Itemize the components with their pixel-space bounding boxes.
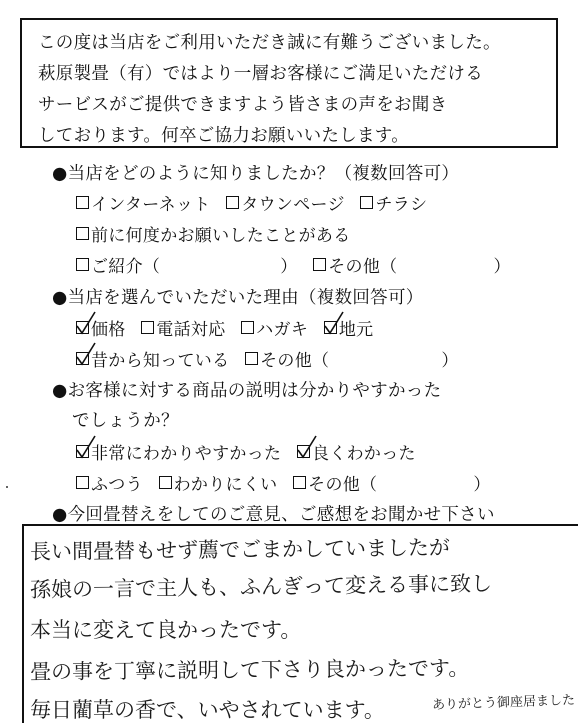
checkmark-icon	[74, 434, 98, 460]
question-3-title-line-2: でしょうか？	[72, 411, 179, 431]
option-q2-other[interactable]	[245, 346, 459, 371]
option-q3-other[interactable]	[293, 470, 491, 495]
checkbox-q3-other[interactable]	[293, 476, 306, 489]
option-local[interactable]	[324, 315, 374, 340]
option-flyer[interactable]	[360, 190, 427, 215]
question-3-title-line-1: ●お客様に対する商品の説明は分かりやすかった	[52, 381, 442, 401]
question-2-title: ●当店を選んでいただいた理由（複数回答可）	[52, 288, 424, 308]
option-flyer-label: チラシ	[375, 195, 428, 215]
checkbox-clear[interactable]	[297, 445, 310, 458]
option-known-long[interactable]	[76, 346, 229, 371]
checkbox-local[interactable]	[324, 321, 337, 334]
checkbox-known-long[interactable]	[76, 352, 89, 365]
checkbox-q2-other[interactable]	[245, 352, 258, 365]
option-average[interactable]	[76, 470, 143, 495]
option-very-clear[interactable]	[76, 439, 281, 464]
question-2-row-2	[76, 346, 469, 371]
intro-box	[20, 18, 558, 148]
checkbox-price[interactable]	[76, 321, 89, 334]
checkbox-townpage[interactable]	[226, 196, 239, 209]
option-postcard[interactable]	[241, 315, 308, 340]
option-previous-order-label: 前に何度かお願いしたことがある	[91, 226, 351, 246]
intro-line-3: サービスがご提供できますよう皆さまの声をお聞き	[38, 95, 448, 115]
option-average-label: ふつう	[91, 475, 143, 495]
option-q3-other-label: その他（	[308, 475, 378, 495]
option-price[interactable]	[76, 315, 126, 340]
checkbox-postcard[interactable]	[241, 321, 254, 334]
option-local-label: 地元	[338, 320, 374, 340]
option-phone[interactable]	[141, 315, 225, 340]
intro-line-4: しております。何卒ご協力お願いいたします。	[38, 126, 409, 146]
option-referral[interactable]	[76, 252, 298, 277]
option-q1-other-label: その他（	[328, 257, 398, 277]
comment-line-1: 長い間畳替もせず薦でごまかしていましたが	[29, 535, 451, 564]
option-clear[interactable]	[297, 439, 416, 464]
option-referral-label: ご紹介（	[91, 257, 161, 277]
checkmark-icon	[74, 341, 98, 367]
option-q2-other-close: ）	[441, 351, 459, 371]
checkbox-very-clear[interactable]	[76, 445, 89, 458]
intro-line-2: 萩原製畳（有）ではより一層お客様にご満足いただける	[38, 64, 483, 84]
option-unclear-label: わかりにくい	[173, 475, 278, 495]
option-very-clear-label: 非常にわかりやすかった	[91, 444, 282, 464]
checkmark-icon	[295, 434, 319, 460]
question-2-row-1	[76, 315, 383, 340]
option-known-long-label: 昔から知っている	[91, 351, 230, 371]
checkbox-q1-other[interactable]	[313, 258, 326, 271]
checkbox-previous-order[interactable]	[76, 227, 89, 240]
checkbox-flyer[interactable]	[360, 196, 373, 209]
option-previous-order[interactable]	[76, 221, 351, 246]
question-1-row-1	[76, 190, 437, 215]
option-clear-label: 良くわかった	[312, 444, 416, 464]
checkbox-internet[interactable]	[76, 196, 89, 209]
checkbox-unclear[interactable]	[159, 476, 172, 489]
option-postcard-label: ハガキ	[256, 320, 309, 340]
scan-speck	[6, 486, 8, 488]
comment-line-2: 孫娘の一言で主人も、ふんぎって変える事に致し	[29, 571, 493, 602]
question-1-row-3	[76, 252, 521, 277]
option-referral-close: ）	[280, 257, 298, 277]
option-q3-other-close: ）	[473, 475, 491, 495]
checkmark-icon	[322, 310, 346, 336]
question-1-title: ●当店をどのように知りましたか？（複数回答可）	[52, 164, 460, 184]
intro-line-1: この度は当店をご利用いただき誠に有難うございました。	[38, 33, 501, 53]
option-q1-other[interactable]	[313, 252, 511, 277]
option-internet[interactable]	[76, 190, 211, 215]
comment-line-5: 毎日藺草の香で、いやされています。	[30, 698, 385, 722]
checkbox-phone[interactable]	[141, 321, 154, 334]
checkbox-referral[interactable]	[76, 258, 89, 271]
option-q2-other-label: その他（	[260, 351, 330, 371]
question-3-row-2	[76, 470, 501, 495]
option-townpage-label: タウンページ	[241, 195, 345, 215]
question-3-row-1	[76, 439, 426, 464]
option-townpage[interactable]	[226, 190, 344, 215]
question-1-row-2	[76, 221, 361, 246]
option-unclear[interactable]	[159, 470, 278, 495]
checkbox-average[interactable]	[76, 476, 89, 489]
question-4-title: ●今回畳替えをしてのご意見、ご感想をお聞かせ下さい	[52, 505, 495, 525]
checkmark-icon	[74, 310, 98, 336]
option-phone-label: 電話対応	[156, 320, 226, 340]
comment-signoff: ありがとう御座居ました	[431, 693, 576, 713]
option-q1-other-close: ）	[493, 257, 511, 277]
option-internet-label: インターネット	[91, 195, 211, 215]
option-price-label: 価格	[91, 320, 126, 340]
comment-line-4: 畳の事を丁寧に説明して下さり良かったです。	[29, 656, 470, 684]
comment-line-3: 本当に変えて良かったです。	[30, 618, 302, 642]
